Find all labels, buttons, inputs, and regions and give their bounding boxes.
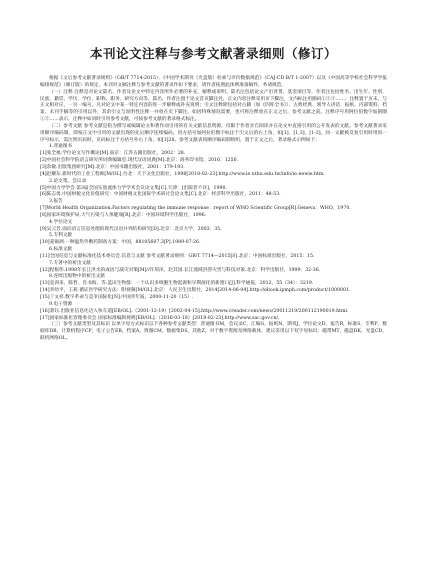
reference-entry: [12]程根伟.1998年长江洪水的成因与减灾对策[M]//许厚泽，赵其国.长江流域洪涝灾害与科技对策.北京：科学出版社，1999：32-36.	[40, 267, 321, 273]
reference-entry: [2]中国社会科学院语言研究所词典编辑室.现代汉语词典[M].北京：商务印书馆，2016：1250.	[40, 158, 239, 164]
document-body	[40, 76, 387, 343]
reference-entry: [15]丁文祥.数字革命与竞争国际化[N].中国青年报，2000-11-20（15）.	[40, 295, 194, 300]
reference-examples	[40, 144, 387, 322]
reference-entry: [8]国家环境保护局.大气污染与人体健康[R].北京：中国环境科学出版社，1996.	[40, 212, 207, 218]
section-heading: 2.论文集、会议录	[49, 178, 87, 184]
section-heading: 4.学位论文	[49, 219, 73, 225]
section-heading: 3.报告	[49, 199, 63, 205]
section-heading: 6.标准文献	[49, 247, 73, 253]
section-heading: 8.连续出版物中的析出文献	[49, 274, 106, 280]
section-heading: 9.电子资源	[49, 301, 73, 307]
reference-types-paragraph: （三）参考文献类型及其标识 以单字母方式标识以下各种参考文献类型：普通图书M，会议录C，汇编G，报纸N，期刊J，学位论文D，报告R，标准S，专利P，数据库DB，计算机程序CP，电子公告EB，档案A，舆图CM，数据集DS，其他Z。对于数字资源及网络载体，建议采用以下双字母标识：磁带MT，磁盘DK，光盘CD，联机网络OL。	[40, 322, 387, 342]
reference-entry: [14]李幼平，王莉.循证医学研究方法：附视频[M/OL].北京：人民卫生出版社，2014[2014-06-04].http://ebook.ipmph.com/product/1000001.	[40, 288, 351, 294]
reference-entry: [3]余敏.出版集团研究[M].北京：中国书籍出版社，2001：179-193.	[40, 164, 185, 170]
reference-entry: [16]萧钰.出版业信息化迈入快车道[EB/OL].（2001-12-19）[2002-04-15].http://www.creader.com/news/20011219/200112190019.html.	[40, 308, 349, 314]
reference-entry: [13]袁训来，陈哲，肖书海，等.蓝田生物群：一个认识多细胞生物起源和早期演化的新窗口[J].科学通报，2012，55（34）：3219.	[40, 281, 314, 287]
intro-paragraph: 根据《文后参考文献著录规则》（GB/T 7714-2015）、《中国学术期刊（光盘版）检索与评价数据规范》（CAJ-CD B/T 1-2007）以及《中国高等学校社会科学学报编排规范》（修订版）的规定，本刊对文稿注释与参考文献的著录作如下要求，请作者按照此体例准备稿件，务请规范。	[40, 76, 387, 88]
reference-entry: [10]姜锡洲.一种温热外敷药制备方案：中国，88105607.3[P].1989-07-26.	[40, 240, 201, 246]
document-title: 本刊论文注释与参考文献著录细则（修订）	[89, 46, 337, 61]
reference-entry: [6]陈志勇.中国财税文化价值研究：中国财税文化国际学术研讨会论文集[C].北京：经济科学出版社，2011：48-53.	[40, 192, 281, 198]
references-paragraph: （二）参考文献 参考文献是指为撰写或编辑论文和著作而引用的有关文献信息资源，仅限于作者亲自阅读并在论文中直接引用的公开发表的文献。参考文献著录采用顺序编码制，即按正文中引用的文献出现的先后顺序连续编码，用方括号加阿拉伯数字标注于引文后的右上角，如[1]、[1,3]、[1-3]。同一文献被反复引用时用同一序号标示，需注明页码时，页码标注于方括号外右上角，如[1]28。参考文献表按顺序编码制组织，置于正文之后，著录格式示例如下：	[40, 123, 387, 143]
reference-entry: [17]国家标准化管理委员会.国家标准编制规则[EB/OL].（2016-03-18）[2018-02-23].http://www.sac.gov.cn/.	[40, 315, 280, 321]
notes-paragraph: （一）注释 注释是对论文篇名、作者及论文中特定内容所作必要的补充、解释或说明。篇名注包括论文产出背景、基金项目等，作者注包括姓名、出生年、性别、民族、籍贯、学历、学位、职称、职务、研究方向等。篇名、作者注置于论文首页脚注处，正文内容注释采用页下脚注，文内标注用圈码①②③……；注释置于页末，与正文相对应，一页一编号。凡对论文中某一特定内容的进一步解释或补充说明；引文注释除包括对古籍（如《四库全书》）、古典经典、领导人讲话、报纸、内部资料、档案、未刊手稿等的引用以外，其余引文与说明性注释一并放在页下脚注。如因特殊情况需要，也可将注释放在正文之后，参考文献之前。注释序号用阿拉伯数字加圆圈①②……表示，注释中如同时引用参考文献，可按参考文献的著录格式标注。	[40, 89, 387, 123]
section-heading: 7.专著中的析出文献	[49, 260, 91, 266]
reference-entry: [4]赵耀东.新时代的工业工程师[M/OL].台北：天下文化出版社，1998[2018-02-23].http://www.ie.nthu.edu.tw/info/ie.newie.htm.	[40, 171, 325, 177]
reference-entry: [7]World Health Organization.Factors regulating the immune response：report of WHO Scientific Group[R].Geneva：WHO，1970.	[40, 206, 351, 212]
reference-entry: [9]吴云芳.面向语言信息处理的现代汉语并列结构研究[D].北京：北京大学，2003：35.	[40, 226, 222, 232]
section-heading: 5.专利文献	[49, 233, 73, 239]
reference-entry: [11]全国信息与文献标准化技术委员会.信息与文献 参考文献著录规则：GB/T 7714—2015[S].北京：中国标准出版社，2015：15.	[40, 253, 315, 259]
section-heading: 1.普通图书	[49, 144, 73, 150]
reference-entry: [5]中国力学学会.第3届全国实验流体力学学术会议论文集[C].天津：[出版者不详]，1990.	[40, 185, 227, 191]
reference-entry: [1]张全福.学位论文写作概论[M].南京：江苏古籍出版社，2002：28.	[40, 151, 186, 157]
